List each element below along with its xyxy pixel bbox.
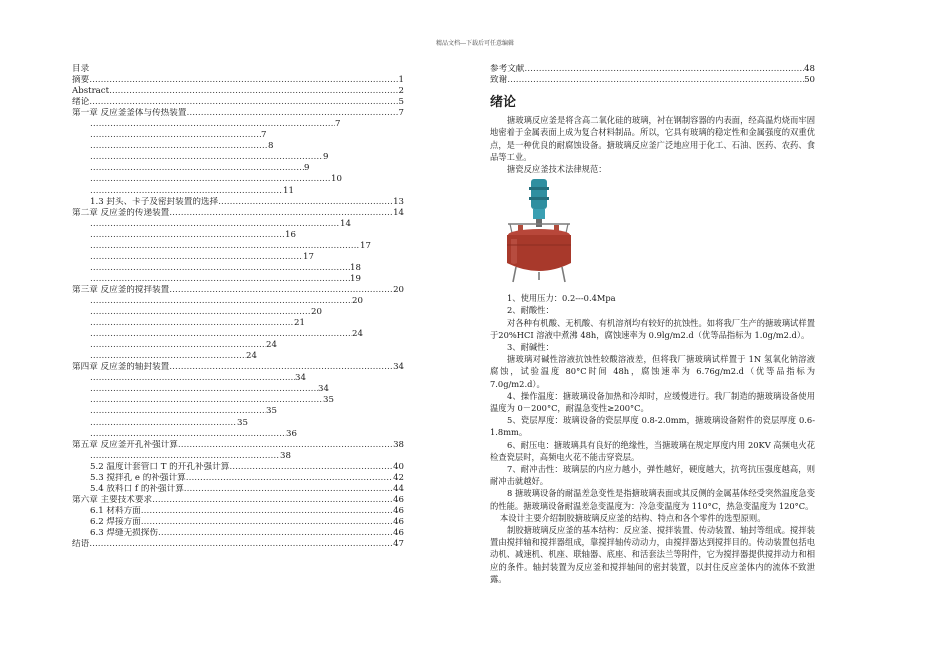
toc-entry[interactable] — [72, 451, 404, 462]
toc-entry-page: 38 — [280, 450, 291, 461]
toc-leader — [90, 418, 237, 429]
right-column — [490, 64, 815, 585]
toc-leader — [90, 219, 340, 230]
toc-leader — [524, 64, 804, 75]
toc-leader — [90, 429, 286, 440]
toc-entry[interactable] — [72, 495, 404, 506]
toc-entry-label: 6.2 焊接方面 — [90, 516, 141, 527]
toc-entry[interactable] — [72, 274, 404, 285]
toc-leader — [90, 152, 323, 163]
toc-entry[interactable] — [72, 119, 404, 130]
toc-leader — [90, 119, 335, 130]
toc-leader — [169, 208, 393, 219]
toc-entry[interactable] — [72, 329, 404, 340]
toc-entry-label: 第二章 反应釜的传递装置 — [72, 207, 170, 218]
toc-leader — [90, 329, 352, 340]
spec-item: 4、操作温度：搪玻璃设备加热和冷却时，应缓慢进行。我厂制造的搪玻璃设备使用温度为 0－200°C，耐温急变性≥200°C。 — [490, 390, 815, 413]
toc-entry-label: 5.2 温度计套管口 T 的开孔补强计算 — [90, 461, 230, 472]
toc-leader — [90, 274, 350, 285]
toc-entry-page: 34 — [393, 362, 404, 373]
toc-entry[interactable] — [72, 75, 404, 86]
toc-leader — [90, 340, 266, 351]
toc-leader — [90, 186, 283, 197]
toc-leader — [158, 528, 393, 539]
toc-entry[interactable] — [72, 108, 404, 119]
toc-entry-label: 第四章 反应釜的轴封装置 — [72, 362, 170, 373]
toc-left-column — [72, 64, 404, 550]
toc-entry-page: 46 — [393, 505, 404, 516]
toc-entry[interactable] — [72, 197, 404, 208]
toc-entry-page: 20 — [393, 284, 404, 295]
page-header: 精品文档---下载后可任意编辑 — [435, 40, 515, 47]
toc-entry-page: 14 — [340, 218, 351, 229]
toc-leader — [507, 75, 804, 86]
toc-entry-page: 10 — [331, 174, 342, 185]
toc-entry[interactable] — [72, 186, 404, 197]
toc-entry-label: 第三章 反应釜的搅拌装置 — [72, 284, 170, 295]
toc-leader — [90, 163, 304, 174]
toc-title: 目录 — [72, 64, 90, 74]
toc-entry-page: 36 — [286, 428, 297, 439]
toc-entry[interactable] — [72, 219, 404, 230]
toc-entry-label: 1.3 封头、卡子及密封装置的选择 — [90, 196, 219, 207]
toc-entry-page: 46 — [393, 494, 404, 505]
toc-entry-page: 20 — [311, 307, 322, 318]
toc-leader — [218, 197, 393, 208]
toc-leader — [90, 230, 285, 241]
spec-item: 制胶搪玻璃反应釜的基本结构：反应釜、搅拌装置、传动装置、轴封等组成。搅拌装置由搅拌轴和搅拌器组成，靠搅拌轴传动动力，由搅拌器达到搅拌目的。传动装置包括电动机、减速机、机座、联轴器、底座、和活套法兰等附件，它为搅拌器提供搅拌动力和相应的条件。轴封装置为反应釜和搅拌轴间的密封装置，以封住反应釜体内的流体不致泄露。 — [490, 524, 815, 584]
toc-entry-page: 18 — [350, 262, 361, 273]
toc-entry[interactable] — [72, 97, 404, 108]
toc-leader — [141, 517, 393, 528]
toc-leader — [90, 395, 323, 406]
toc-entry-label: 6.3 焊缝无损探伤 — [90, 527, 158, 538]
intro-paragraph: 搪玻璃反应釜是将含高二氧化硅的玻璃，衬在钢制容器的内表面，经高温灼烧而牢固地密着于金属表面上成为复合材料制品。所以，它具有玻璃的稳定性和金属强度的双重优点，是一种优良的耐腐蚀设备。搪玻璃反应釜广泛地应用于化工、石油、医药、农药、食品等工业。 — [490, 115, 815, 162]
toc-entry-page: 8 — [268, 141, 274, 152]
toc-entry-page: 35 — [323, 395, 334, 406]
toc-leader — [152, 495, 393, 506]
toc-leader — [89, 75, 398, 86]
toc-entry[interactable] — [72, 152, 404, 163]
toc-entry-page: 2 — [398, 86, 404, 97]
spec-list — [490, 292, 815, 585]
toc-entry-page: 13 — [393, 196, 404, 207]
toc-entry-page: 17 — [360, 240, 371, 251]
toc-leader — [186, 108, 398, 119]
toc-entry[interactable] — [72, 539, 404, 550]
toc-entry[interactable] — [72, 130, 404, 141]
toc-entry-label: 5.3 搅拌孔 e 的补强计算 — [90, 472, 186, 483]
toc-leader — [169, 285, 393, 296]
toc-entry-page: 21 — [294, 318, 305, 329]
toc-entry-page: 7 — [335, 119, 341, 130]
toc-entry[interactable] — [72, 373, 404, 384]
toc-entry[interactable] — [490, 75, 815, 86]
toc-entry-page: 47 — [393, 539, 404, 550]
toc-leader — [90, 141, 268, 152]
toc-entry[interactable] — [72, 318, 404, 329]
toc-leader — [90, 351, 246, 362]
toc-entry-page: 7 — [261, 130, 267, 141]
toc-entry-page: 35 — [266, 406, 277, 417]
spec-item: 1、使用压力：0.2---0.4Mpa — [507, 293, 616, 304]
toc-leader — [90, 406, 266, 417]
toc-entry-label: Abstract — [72, 86, 110, 97]
toc-entry[interactable] — [72, 362, 404, 373]
toc-entry[interactable] — [72, 351, 404, 362]
toc-entry-page: 42 — [393, 472, 404, 483]
spec-item: 6、耐压电：搪玻璃具有良好的绝缘性，当搪玻璃在规定厚度内用 20KV 高频电火花检查瓷层时，高频电火花不能击穿瓷层。 — [490, 439, 815, 462]
toc-entry-label: 摘要 — [72, 75, 90, 86]
toc-entry[interactable] — [72, 241, 404, 252]
section-heading: 绪论 — [490, 95, 517, 111]
toc-entry[interactable] — [490, 64, 815, 75]
toc-leader — [90, 252, 303, 263]
toc-entry[interactable] — [72, 208, 404, 219]
toc-entry[interactable] — [72, 141, 404, 152]
toc-leader — [90, 130, 261, 141]
motor-shape — [531, 179, 547, 209]
toc-entry[interactable] — [72, 395, 404, 406]
toc-entry[interactable] — [72, 506, 404, 517]
spec-item: 2、耐酸性： — [507, 305, 554, 316]
toc-entry-label: 第一章 反应釜釜体与传热装置 — [72, 108, 187, 119]
toc-entry-page: 24 — [246, 351, 257, 362]
toc-entry-page: 11 — [283, 185, 294, 196]
toc-entry[interactable] — [72, 418, 404, 429]
toc-entry[interactable] — [72, 484, 404, 495]
toc-entry-page: 16 — [285, 229, 296, 240]
toc-entry-label: 6.1 材料方面 — [90, 505, 141, 516]
toc-entry[interactable] — [72, 384, 404, 395]
toc-leader — [90, 174, 331, 185]
toc-entry[interactable] — [72, 517, 404, 528]
toc-entry-page: 38 — [393, 439, 404, 450]
spec-item: 3、耐碱性： — [507, 341, 554, 352]
toc-entry-page: 44 — [393, 483, 404, 494]
toc-entry-page: 9 — [304, 163, 310, 174]
spec-item: 7、耐冲击性：玻璃层的内应力越小，弹性越好，硬度越大，抗弯抗压强度越高，则耐冲击就越好。 — [490, 463, 815, 487]
toc-entry-page: 24 — [266, 340, 277, 351]
toc-entry-label: 绪论 — [72, 97, 90, 108]
toc-entry-page: 46 — [393, 516, 404, 527]
toc-entry[interactable] — [72, 163, 404, 174]
toc-entry-page: 1 — [398, 75, 404, 86]
toc-entry[interactable] — [72, 263, 404, 274]
toc-entry-page: 14 — [393, 207, 404, 218]
toc-entry[interactable] — [72, 462, 404, 473]
toc-entry-label: 第五章 反应釜开孔补强计算 — [72, 439, 178, 450]
toc-entry[interactable] — [72, 307, 404, 318]
toc-entry[interactable] — [72, 340, 404, 351]
toc-leader — [90, 307, 311, 318]
toc-leader — [90, 263, 350, 274]
spec-item: 8 搪玻璃设备的耐温差急变性是指搪玻璃表面或其反侧的金属基体经受突然温度急变的性能。搪玻璃设备耐温差急变温度为：冷急变温度为 110°C，热急变温度为 120°C。 — [490, 488, 815, 511]
spec-item: 搪玻璃对碱性溶液抗蚀性较酸溶液差，但将我厂搪玻璃试样置于 1N 氢氧化钠溶液腐蚀，试验温度 80°C时间 48h，腐蚀速率为 6.76g/m2.d（优等品指标为 7.0g/m2.d）。 — [490, 354, 815, 389]
toc-entry-page: 46 — [393, 527, 404, 538]
spec-item: 5、瓷层厚度：玻璃设备的瓷层厚度 0.8-2.0mm，搪玻璃设备附件的瓷层厚度 0.6-1.8mm。 — [490, 415, 815, 438]
toc-entry[interactable] — [72, 440, 404, 451]
toc-entry-page: 17 — [303, 251, 314, 262]
toc-entry-page: 9 — [323, 152, 329, 163]
toc-leader — [90, 296, 352, 307]
toc-entry-label: 结语 — [72, 539, 90, 550]
toc-leader — [184, 484, 393, 495]
toc-leader — [89, 97, 398, 108]
toc-entry-page: 19 — [350, 273, 361, 284]
toc-entry-page: 34 — [295, 373, 306, 384]
toc-entry-page: 20 — [352, 295, 363, 306]
toc-leader — [90, 373, 295, 384]
reactor-illustration — [494, 179, 584, 284]
spec-item: 本设计主要介绍制胶搪玻璃反应釜的结构、特点和各个零件的选型原则。 — [500, 512, 766, 523]
toc-entry-page: 34 — [318, 384, 329, 395]
toc-entry-label: 致谢 — [490, 75, 508, 86]
toc-leader — [90, 318, 294, 329]
toc-entry-page: 48 — [804, 64, 815, 74]
toc-entry[interactable] — [72, 174, 404, 185]
toc-leader — [90, 384, 318, 395]
toc-entry[interactable] — [72, 528, 404, 539]
toc-leader — [169, 362, 393, 373]
toc-entry[interactable] — [72, 285, 404, 296]
toc-leader — [186, 473, 393, 484]
toc-leader — [141, 506, 393, 517]
toc-entry[interactable] — [72, 429, 404, 440]
toc-leader — [109, 86, 398, 97]
toc-entry-page: 5 — [398, 97, 404, 108]
toc-entry-page: 24 — [352, 329, 363, 340]
toc-entry[interactable] — [72, 473, 404, 484]
toc-entry[interactable] — [72, 296, 404, 307]
spec-intro-paragraph: 搪瓷反应釜技术法律规范： — [507, 163, 607, 174]
toc-entry[interactable] — [72, 406, 404, 417]
toc-leader — [229, 462, 393, 473]
spec-item: 对各种有机酸、无机酸、有机溶剂均有较好的抗蚀性。如将我厂生产的搪玻璃试样置于20%HCI 溶液中煮沸 48h，腐蚀速率为 0.9lg/m2.d（优等品指标为 1.0g/m2.d）。 — [490, 317, 815, 340]
toc-entry[interactable] — [72, 86, 404, 97]
toc-leader — [90, 451, 280, 462]
toc-entry-page: 7 — [398, 108, 404, 119]
toc-list — [72, 75, 404, 550]
toc-entry-label: 5.4 放料口 f 的补强计算 — [90, 483, 184, 494]
toc-entry-label: 参考文献 — [490, 64, 525, 74]
toc-entry-page: 50 — [804, 75, 815, 86]
toc-entry-page: 40 — [393, 461, 404, 472]
toc-leader — [178, 440, 393, 451]
toc-entry[interactable] — [72, 230, 404, 241]
toc-leader — [89, 539, 393, 550]
toc-entry-label: 第六章 主要技术要求 — [72, 494, 153, 505]
toc-entry-page: 35 — [237, 417, 248, 428]
toc-right-list — [490, 64, 815, 86]
reactor-image — [490, 179, 815, 284]
toc-leader — [90, 241, 360, 252]
toc-entry[interactable] — [72, 252, 404, 263]
